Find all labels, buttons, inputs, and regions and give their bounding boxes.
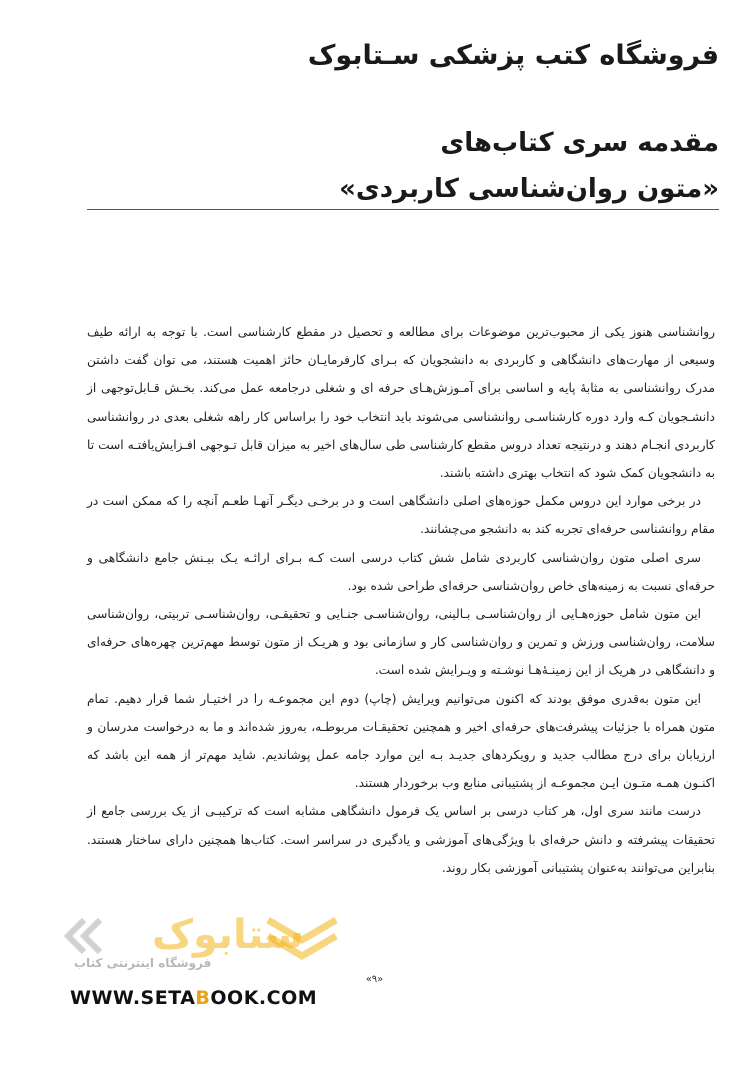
page-title — [339, 120, 719, 212]
paragraph-2: در برخی موارد این دروس مکمل حوزه‌های اصلی دانشگاهی است و در برخـی دیگـر آنهـا طعـم آنچه را که ممکن است در مقام روانشناسی حرفه‌ای تجربه کند به دانشجو می‌چشانند. — [87, 494, 715, 537]
site-url[interactable] — [70, 987, 317, 1009]
paragraph-3: سری اصلی متون روان‌شناسی کاربردی شامل شش کتاب درسی است کـه بـرای ارائـه یـک بیـنش جامع دانشگاهی و حرفه‌ای نسبت به زمینه‌های خاص روان‌شناسی حرفه‌ای طراحی شده بود. — [87, 550, 715, 593]
watermark-tagline: فروشگاه اینترنتی کتاب — [74, 956, 212, 970]
page-number: «۹» — [365, 974, 384, 985]
title-line-1: مقدمه سری کتاب‌های — [440, 128, 719, 158]
watermark-logo — [62, 908, 382, 978]
watermark-word: ستابوک — [152, 912, 304, 958]
paragraph-5: این متون به‌قدری موفق بودند که اکنون می‌توانیم ویرایش (چاپ) دوم این مجموعـه را در اختیـار شما قرار دهیم. تمام متون همراه با جزئیات پیشرفت‌های حرفه‌ای اخیر و همچنین تحقیقـات مربوطـه، به‌روز شده‌اند و ما به درخواست مدرسان و ارزیابان برای درج مطالب جدید و رویکردهای جدیـد بـه این موارد جامه عمل پوشاندیم. شاید مهم‌تر از همه این باشد که اکنـون همـه متـون ایـن مجموعـه از پشتیبانی منابع وب برخوردار هستند. — [87, 691, 715, 791]
chevrons-icon — [62, 916, 104, 956]
paragraph-1: روانشناسی هنوز یکی از محبوب‌ترین موضوعات برای مطالعه و تحصیل در مقطع کارشناسی است. با توجه به ارائه طیف وسیعی از مهارت‌های دانشگاهی و کاربردی به دانشجویان که بـرای کارفرمایـان حائز اهمیت هستند، می توان گفت داشتن مدرک روانشناسی به مثابهٔ پایه و اساسی برای آمـوزش‌هـای حرفه ای و شغلی درجامعه عمل می‌کند. بخـش قـابل‌توجهی از دانشـجویان کـه وارد دوره کارشناسـی روانشناسی می‌شوند باید انتخاب خود را براساس کار راهه شغلی بعدی در روانشناسی کاربردی انجـام دهند و درنتیجه تعداد دروس مقطع کارشناسی طی سال‌های اخیر به میزان قابل تـوجهی افـزایش‌یافتـه است تا به دانشجویان کمک شود که انتخاب بهتری داشته باشند. — [87, 325, 715, 481]
paragraph-6: درست مانند سری اول، هر کتاب درسی بر اساس یک فرمول دانشگاهی مشابه است که ترکیبـی از یک بررسی جامع از تحقیقات پیشرفته و دانش حرفه‌ای با ویژگی‌های آموزشی و یادگیری در سراسر است. کتاب‌ها همچنین دارای ساختار هستند. بنابراین می‌توانند به‌عنوان پشتیبانی آموزشی بکار روند. — [87, 804, 715, 875]
title-line-2: «متون روان‌شناسی کاربردی» — [339, 174, 719, 204]
url-suffix: OOK.COM — [210, 987, 318, 1009]
body-text — [87, 318, 715, 882]
url-prefix: WWW.SETA — [70, 987, 196, 1009]
book-icon — [262, 910, 342, 970]
paragraph-4: این متون شامل حوزه‌هـایی از روان‌شناسـی بـالینی، روان‌شناسـی جنـایی و تحقیقـی، روان‌شناسـی تربیتی، روان‌شناسی سلامت، روان‌شناسی ورزش و تمرین و روان‌شناسی کار و سازمانی بود و هریـک از متون توسط مهم‌ترین چهره‌های حرفه‌ای و دانشگاهی در هریک از این زمینـهٔ‌هـا نوشـته و ویـرایش شده است. — [87, 607, 715, 678]
title-divider — [87, 209, 719, 210]
store-header: فروشگاه کتب پزشکی سـتابوک — [307, 40, 719, 71]
url-accent: B — [195, 987, 211, 1009]
